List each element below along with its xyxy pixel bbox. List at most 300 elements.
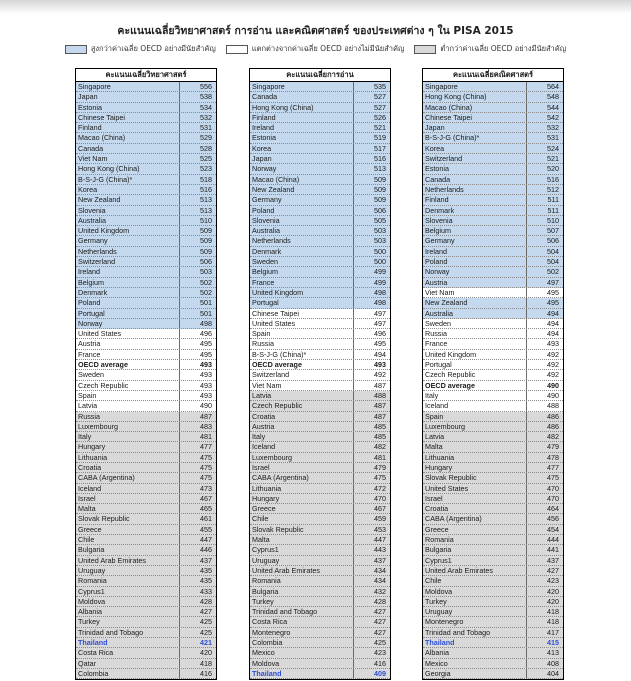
score-value: 479 [374,462,386,472]
table-row [250,463,390,473]
table-row [250,587,390,597]
score-value: 516 [374,154,386,164]
table-row [76,288,216,298]
math-table-body [423,82,563,679]
country-name: Bulgaria [76,545,180,554]
table-row [76,484,216,494]
country-name: Italy [423,391,527,400]
table-row [423,175,563,185]
thailand-row [76,638,216,648]
score-value: 417 [547,627,559,637]
score-value: 443 [374,545,386,555]
score-value: 453 [374,524,386,534]
score-value: 409 [374,668,386,678]
oecd-average-row [250,360,390,370]
table-row [423,350,563,360]
country-name: Australia [76,216,180,225]
table-row [423,154,563,164]
table-row [76,473,216,483]
table-row [76,442,216,452]
country-name: France [76,350,180,359]
score-value: 519 [374,133,386,143]
table-row [423,206,563,216]
country-name: Switzerland [423,154,527,163]
score-value: 504 [547,257,559,267]
score-value: 493 [200,380,212,390]
table-row [423,92,563,102]
country-name: Cyprus1 [423,556,527,565]
country-name: Slovak Republic [250,525,354,534]
country-name: Hong Kong (China) [250,103,354,112]
country-name: Turkey [423,597,527,606]
table-row [250,381,390,391]
table-row [250,103,390,113]
score-value: 492 [547,349,559,359]
table-row [423,360,563,370]
country-name: Hungary [250,494,354,503]
reading-table-body [250,82,390,679]
table-row [76,525,216,535]
country-name: Israel [250,463,354,472]
country-name: Italy [250,432,354,441]
table-row [250,473,390,483]
score-value: 548 [547,92,559,102]
score-value: 465 [200,504,212,514]
country-name: Iceland [250,442,354,451]
table-row [250,309,390,319]
score-value: 544 [547,102,559,112]
country-name: Russia [76,412,180,421]
table-row [423,123,563,133]
window-top-shadow [0,0,631,14]
score-value: 482 [547,432,559,442]
country-name: Italy [76,432,180,441]
table-row [423,339,563,349]
country-name: Romania [423,535,527,544]
table-row [250,617,390,627]
score-value: 495 [200,339,212,349]
country-name: Costa Rica [250,617,354,626]
table-row [250,370,390,380]
table-row [76,236,216,246]
country-name: Netherlands [423,185,527,194]
score-value: 503 [374,236,386,246]
table-row [423,463,563,473]
score-value: 564 [547,82,559,91]
country-name: Macao (China) [423,103,527,112]
table-row [250,494,390,504]
table-row [423,607,563,617]
score-value: 434 [374,565,386,575]
country-name: Luxembourg [423,422,527,431]
table-row [423,164,563,174]
score-value: 455 [200,524,212,534]
table-row [250,133,390,143]
country-name: Belgium [76,278,180,287]
table-row [250,638,390,648]
score-value: 475 [547,473,559,483]
country-name: Trinidad and Tobago [423,628,527,637]
score-value: 509 [374,195,386,205]
country-name: Portugal [423,360,527,369]
score-value: 482 [374,442,386,452]
country-name: Albania [76,607,180,616]
table-row [76,659,216,669]
score-value: 493 [547,339,559,349]
table-row [76,226,216,236]
score-value: 479 [547,442,559,452]
score-value: 498 [374,287,386,297]
score-value: 418 [200,658,212,668]
score-value: 510 [200,215,212,225]
table-row [76,412,216,422]
score-value: 523 [200,164,212,174]
table-row [76,195,216,205]
score-value: 505 [374,215,386,225]
score-value: 509 [374,174,386,184]
table-row [250,82,390,92]
country-name: Chinese Taipei [423,113,527,122]
table-row [423,298,563,308]
score-value: 483 [200,421,212,431]
table-row [423,329,563,339]
country-name: Ireland [423,247,527,256]
table-row [423,185,563,195]
score-value: 520 [547,164,559,174]
score-value: 532 [200,112,212,122]
table-row [423,226,563,236]
country-name: Thailand [76,638,180,647]
country-name: Croatia [250,412,354,421]
country-name: Canada [250,92,354,101]
score-value: 500 [374,246,386,256]
score-value: 513 [200,205,212,215]
score-value: 496 [374,329,386,339]
score-value: 511 [547,195,559,205]
score-value: 423 [374,648,386,658]
country-name: CABA (Argentina) [76,473,180,482]
table-row [76,370,216,380]
country-name: Norway [76,319,180,328]
score-value: 494 [547,308,559,318]
score-value: 490 [547,390,559,400]
country-name: Viet Nam [250,381,354,390]
table-row [76,535,216,545]
score-value: 495 [200,349,212,359]
score-value: 428 [374,596,386,606]
country-name: New Zealand [250,185,354,194]
table-row [76,494,216,504]
table-row [250,659,390,669]
score-value: 509 [200,236,212,246]
country-name: Belgium [423,226,527,235]
score-value: 425 [374,638,386,648]
score-value: 420 [547,586,559,596]
country-name: Czech Republic [423,370,527,379]
score-value: 493 [200,370,212,380]
table-row [250,123,390,133]
country-name: Greece [423,525,527,534]
table-row [76,514,216,524]
country-name: United States [76,329,180,338]
country-name: Israel [423,494,527,503]
score-value: 485 [374,421,386,431]
score-value: 427 [374,627,386,637]
table-row [423,309,563,319]
country-name: Moldova [76,597,180,606]
score-value: 535 [374,82,386,91]
table-row [250,339,390,349]
table-row [76,278,216,288]
score-value: 427 [374,617,386,627]
table-row [423,617,563,627]
country-name: Macao (China) [250,175,354,184]
country-name: Uruguay [250,556,354,565]
country-name: Cyprus1 [250,545,354,554]
table-row [423,576,563,586]
country-name: Luxembourg [76,422,180,431]
table-row [250,545,390,555]
country-name: Turkey [76,617,180,626]
table-row [250,236,390,246]
country-name: Israel [76,494,180,503]
oecd-average-row [423,381,563,391]
country-name: Mexico [250,648,354,657]
country-name: Netherlands [250,236,354,245]
score-value: 437 [547,555,559,565]
country-name: Poland [76,298,180,307]
score-value: 507 [547,226,559,236]
country-name: Austria [76,339,180,348]
score-value: 487 [200,411,212,421]
country-name: Sweden [423,319,527,328]
score-value: 506 [547,236,559,246]
score-value: 416 [374,658,386,668]
table-row [76,607,216,617]
table-row [250,92,390,102]
country-name: Japan [76,92,180,101]
score-value: 487 [374,411,386,421]
score-value: 486 [547,421,559,431]
table-row [250,442,390,452]
table-row [250,257,390,267]
science-table-body [76,82,216,679]
table-row [76,339,216,349]
country-name: Trinidad and Tobago [76,628,180,637]
score-value: 485 [374,432,386,442]
score-value: 428 [200,596,212,606]
country-name: Spain [250,329,354,338]
country-name: New Zealand [423,298,527,307]
table-row [76,576,216,586]
legend [0,43,631,55]
score-value: 434 [374,576,386,586]
country-name: Russia [250,339,354,348]
legend-label-same: แตกต่างจากค่าเฉลี่ย OECD อย่างไม่มีนัยสำคัญ [251,44,405,53]
score-value: 495 [547,298,559,308]
score-value: 421 [200,638,212,648]
country-name: United Kingdom [250,288,354,297]
table-row [423,113,563,123]
legend-swatch-above [65,45,87,54]
score-value: 486 [547,411,559,421]
table-row [423,370,563,380]
country-name: Greece [76,525,180,534]
country-name: Moldova [423,587,527,596]
score-value: 510 [547,215,559,225]
table-row [76,453,216,463]
table-row [76,669,216,679]
country-name: Uruguay [423,607,527,616]
country-name: Czech Republic [250,401,354,410]
table-row [250,350,390,360]
table-row [250,556,390,566]
table-row [250,566,390,576]
country-name: Viet Nam [423,288,527,297]
score-value: 437 [374,555,386,565]
score-value: 446 [200,545,212,555]
score-value: 524 [547,143,559,153]
table-row [423,195,563,205]
score-value: 416 [200,668,212,678]
country-name: Ireland [250,123,354,132]
country-name: Norway [423,267,527,276]
table-row [250,226,390,236]
country-name: Switzerland [250,370,354,379]
country-name: Bulgaria [250,587,354,596]
country-name: Poland [250,206,354,215]
country-name: Latvia [423,432,527,441]
score-value: 493 [200,390,212,400]
country-name: Germany [423,236,527,245]
reading-table-header: คะแนนเฉลี่ยการอ่าน [250,69,390,82]
table-row [76,154,216,164]
table-row [250,185,390,195]
country-name: Korea [423,144,527,153]
table-row [423,144,563,154]
legend-swatch-same [226,45,248,54]
table-row [250,206,390,216]
legend-item-above [65,43,216,55]
table-row [76,504,216,514]
table-row [250,216,390,226]
country-name: Estonia [423,164,527,173]
score-value: 459 [374,514,386,524]
table-row [76,432,216,442]
score-value: 499 [374,267,386,277]
table-row [423,659,563,669]
country-name: Estonia [250,133,354,142]
score-value: 503 [374,226,386,236]
country-name: Slovak Republic [76,514,180,523]
table-row [250,278,390,288]
table-row [250,195,390,205]
country-name: Spain [423,412,527,421]
score-value: 413 [547,648,559,658]
country-name: Estonia [76,103,180,112]
score-value: 502 [200,277,212,287]
table-row [76,319,216,329]
table-row [250,607,390,617]
score-value: 427 [200,607,212,617]
score-value: 408 [547,658,559,668]
score-value: 475 [200,473,212,483]
country-name: Lithuania [76,453,180,462]
score-value: 525 [200,154,212,164]
score-value: 506 [200,257,212,267]
country-name: B-S-J-G (China)* [423,133,527,142]
table-row [76,144,216,154]
country-name: United Kingdom [423,350,527,359]
legend-item-same [226,43,405,55]
table-row [76,566,216,576]
country-name: Denmark [76,288,180,297]
country-name: Korea [250,144,354,153]
table-row [423,216,563,226]
country-name: Hong Kong (China) [76,164,180,173]
country-name: Hungary [76,442,180,451]
table-row [423,494,563,504]
score-value: 467 [374,504,386,514]
score-value: 499 [374,277,386,287]
country-name: Colombia [250,638,354,647]
country-name: Singapore [423,82,527,91]
table-row [76,103,216,113]
table-row [250,514,390,524]
score-value: 516 [200,184,212,194]
country-name: Viet Nam [76,154,180,163]
country-name: Canada [423,175,527,184]
score-value: 516 [547,174,559,184]
score-value: 493 [374,360,386,370]
score-value: 529 [200,133,212,143]
table-row [76,123,216,133]
country-name: Norway [250,164,354,173]
table-row [423,319,563,329]
country-name: Switzerland [76,257,180,266]
country-name: Korea [76,185,180,194]
table-row [250,298,390,308]
score-value: 531 [547,133,559,143]
country-name: Hong Kong (China) [423,92,527,101]
score-value: 472 [374,483,386,493]
country-name: Czech Republic [76,381,180,390]
score-value: 496 [200,329,212,339]
table-row [423,278,563,288]
country-name: Greece [250,504,354,513]
table-row [423,597,563,607]
score-value: 467 [200,493,212,503]
country-name: United States [250,319,354,328]
country-name: OECD average [423,381,527,390]
country-name: Finland [250,113,354,122]
country-name: Chinese Taipei [76,113,180,122]
country-name: Austria [250,422,354,431]
score-value: 425 [200,617,212,627]
country-name: Germany [76,236,180,245]
country-name: Ireland [76,267,180,276]
country-name: Latvia [76,401,180,410]
score-value: 504 [547,246,559,256]
table-row [423,587,563,597]
table-row [423,82,563,92]
country-name: Austria [423,278,527,287]
score-value: 521 [547,154,559,164]
country-name: Poland [423,257,527,266]
score-value: 495 [547,287,559,297]
score-value: 470 [547,493,559,503]
table-row [250,504,390,514]
